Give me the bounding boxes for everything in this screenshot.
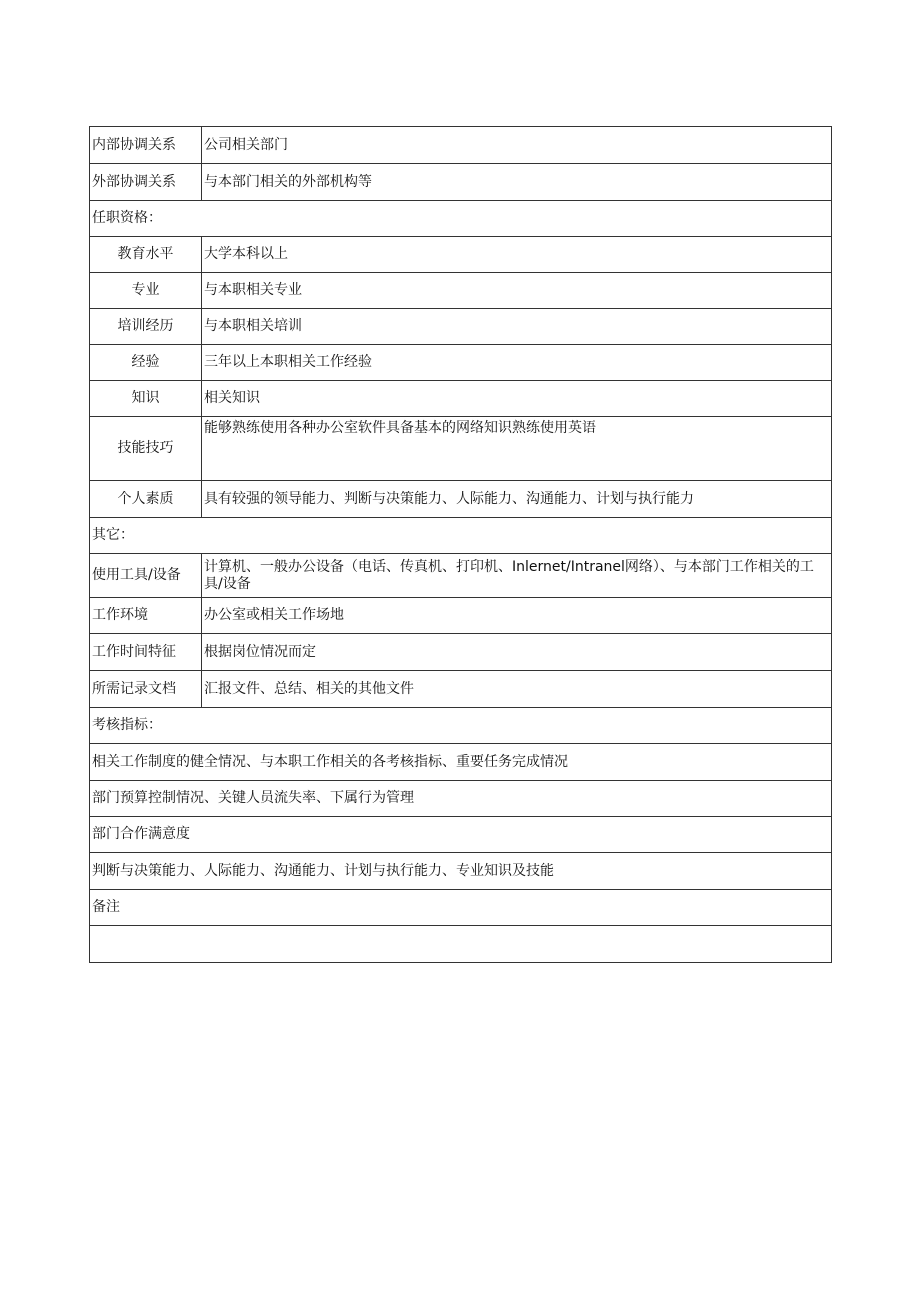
- field-label: 专业: [90, 273, 202, 309]
- job-description-table: [89, 126, 832, 963]
- field-label: 培训经历: [90, 309, 202, 345]
- section-cell: 部门合作满意度: [90, 817, 832, 853]
- field-value: 大学本科以上: [202, 237, 832, 273]
- section-cell: [90, 926, 832, 963]
- field-value: 汇报文件、总结、相关的其他文件: [202, 671, 832, 708]
- table-row: [90, 201, 832, 237]
- table-row: [90, 598, 832, 634]
- table-body: [90, 127, 832, 963]
- field-value: 公司相关部门: [202, 127, 832, 164]
- table-row: [90, 127, 832, 164]
- table-row: [90, 481, 832, 518]
- field-label: 个人素质: [90, 481, 202, 518]
- table-row: [90, 345, 832, 381]
- table-row: [90, 671, 832, 708]
- field-value: 计算机、一般办公设备（电话、传真机、打印机、Inlernet/Intranel网络）、与本部门工作相关的工具/设备: [202, 554, 832, 598]
- table-row: [90, 309, 832, 345]
- field-label: 内部协调关系: [90, 127, 202, 164]
- table-row: [90, 781, 832, 817]
- field-label: 教育水平: [90, 237, 202, 273]
- field-value: 三年以上本职相关工作经验: [202, 345, 832, 381]
- table-row: [90, 634, 832, 671]
- field-label: 使用工具/设备: [90, 554, 202, 598]
- field-value: 与本职相关培训: [202, 309, 832, 345]
- table-row: [90, 237, 832, 273]
- field-value: 与本部门相关的外部机构等: [202, 164, 832, 201]
- table-row: [90, 273, 832, 309]
- table-row: [90, 518, 832, 554]
- table-row: [90, 817, 832, 853]
- field-label: 所需记录文档: [90, 671, 202, 708]
- field-label: 工作时间特征: [90, 634, 202, 671]
- section-cell: 备注: [90, 890, 832, 926]
- section-cell: 相关工作制度的健全情况、与本职工作相关的各考核指标、重要任务完成情况: [90, 744, 832, 781]
- field-value: 能够熟练使用各种办公室软件具备基本的网络知识熟练使用英语: [202, 417, 832, 481]
- field-value: 与本职相关专业: [202, 273, 832, 309]
- table-row: [90, 164, 832, 201]
- section-cell: 其它：: [90, 518, 832, 554]
- field-label: 工作环境: [90, 598, 202, 634]
- table-row: [90, 890, 832, 926]
- field-label: 外部协调关系: [90, 164, 202, 201]
- table-row: [90, 554, 832, 598]
- table-row: [90, 926, 832, 963]
- field-label: 经验: [90, 345, 202, 381]
- table-row: [90, 744, 832, 781]
- table-row: [90, 417, 832, 481]
- section-cell: 部门预算控制情况、关键人员流失率、下属行为管理: [90, 781, 832, 817]
- field-value: 根据岗位情况而定: [202, 634, 832, 671]
- table-row: [90, 381, 832, 417]
- field-label: 技能技巧: [90, 417, 202, 481]
- section-cell: 任职资格：: [90, 201, 832, 237]
- field-value: 具有较强的领导能力、判断与决策能力、人际能力、沟通能力、计划与执行能力: [202, 481, 832, 518]
- field-value: 相关知识: [202, 381, 832, 417]
- table-row: [90, 853, 832, 890]
- table-row: [90, 708, 832, 744]
- section-cell: 考核指标：: [90, 708, 832, 744]
- field-label: 知识: [90, 381, 202, 417]
- field-value: 办公室或相关工作场地: [202, 598, 832, 634]
- section-cell: 判断与决策能力、人际能力、沟通能力、计划与执行能力、专业知识及技能: [90, 853, 832, 890]
